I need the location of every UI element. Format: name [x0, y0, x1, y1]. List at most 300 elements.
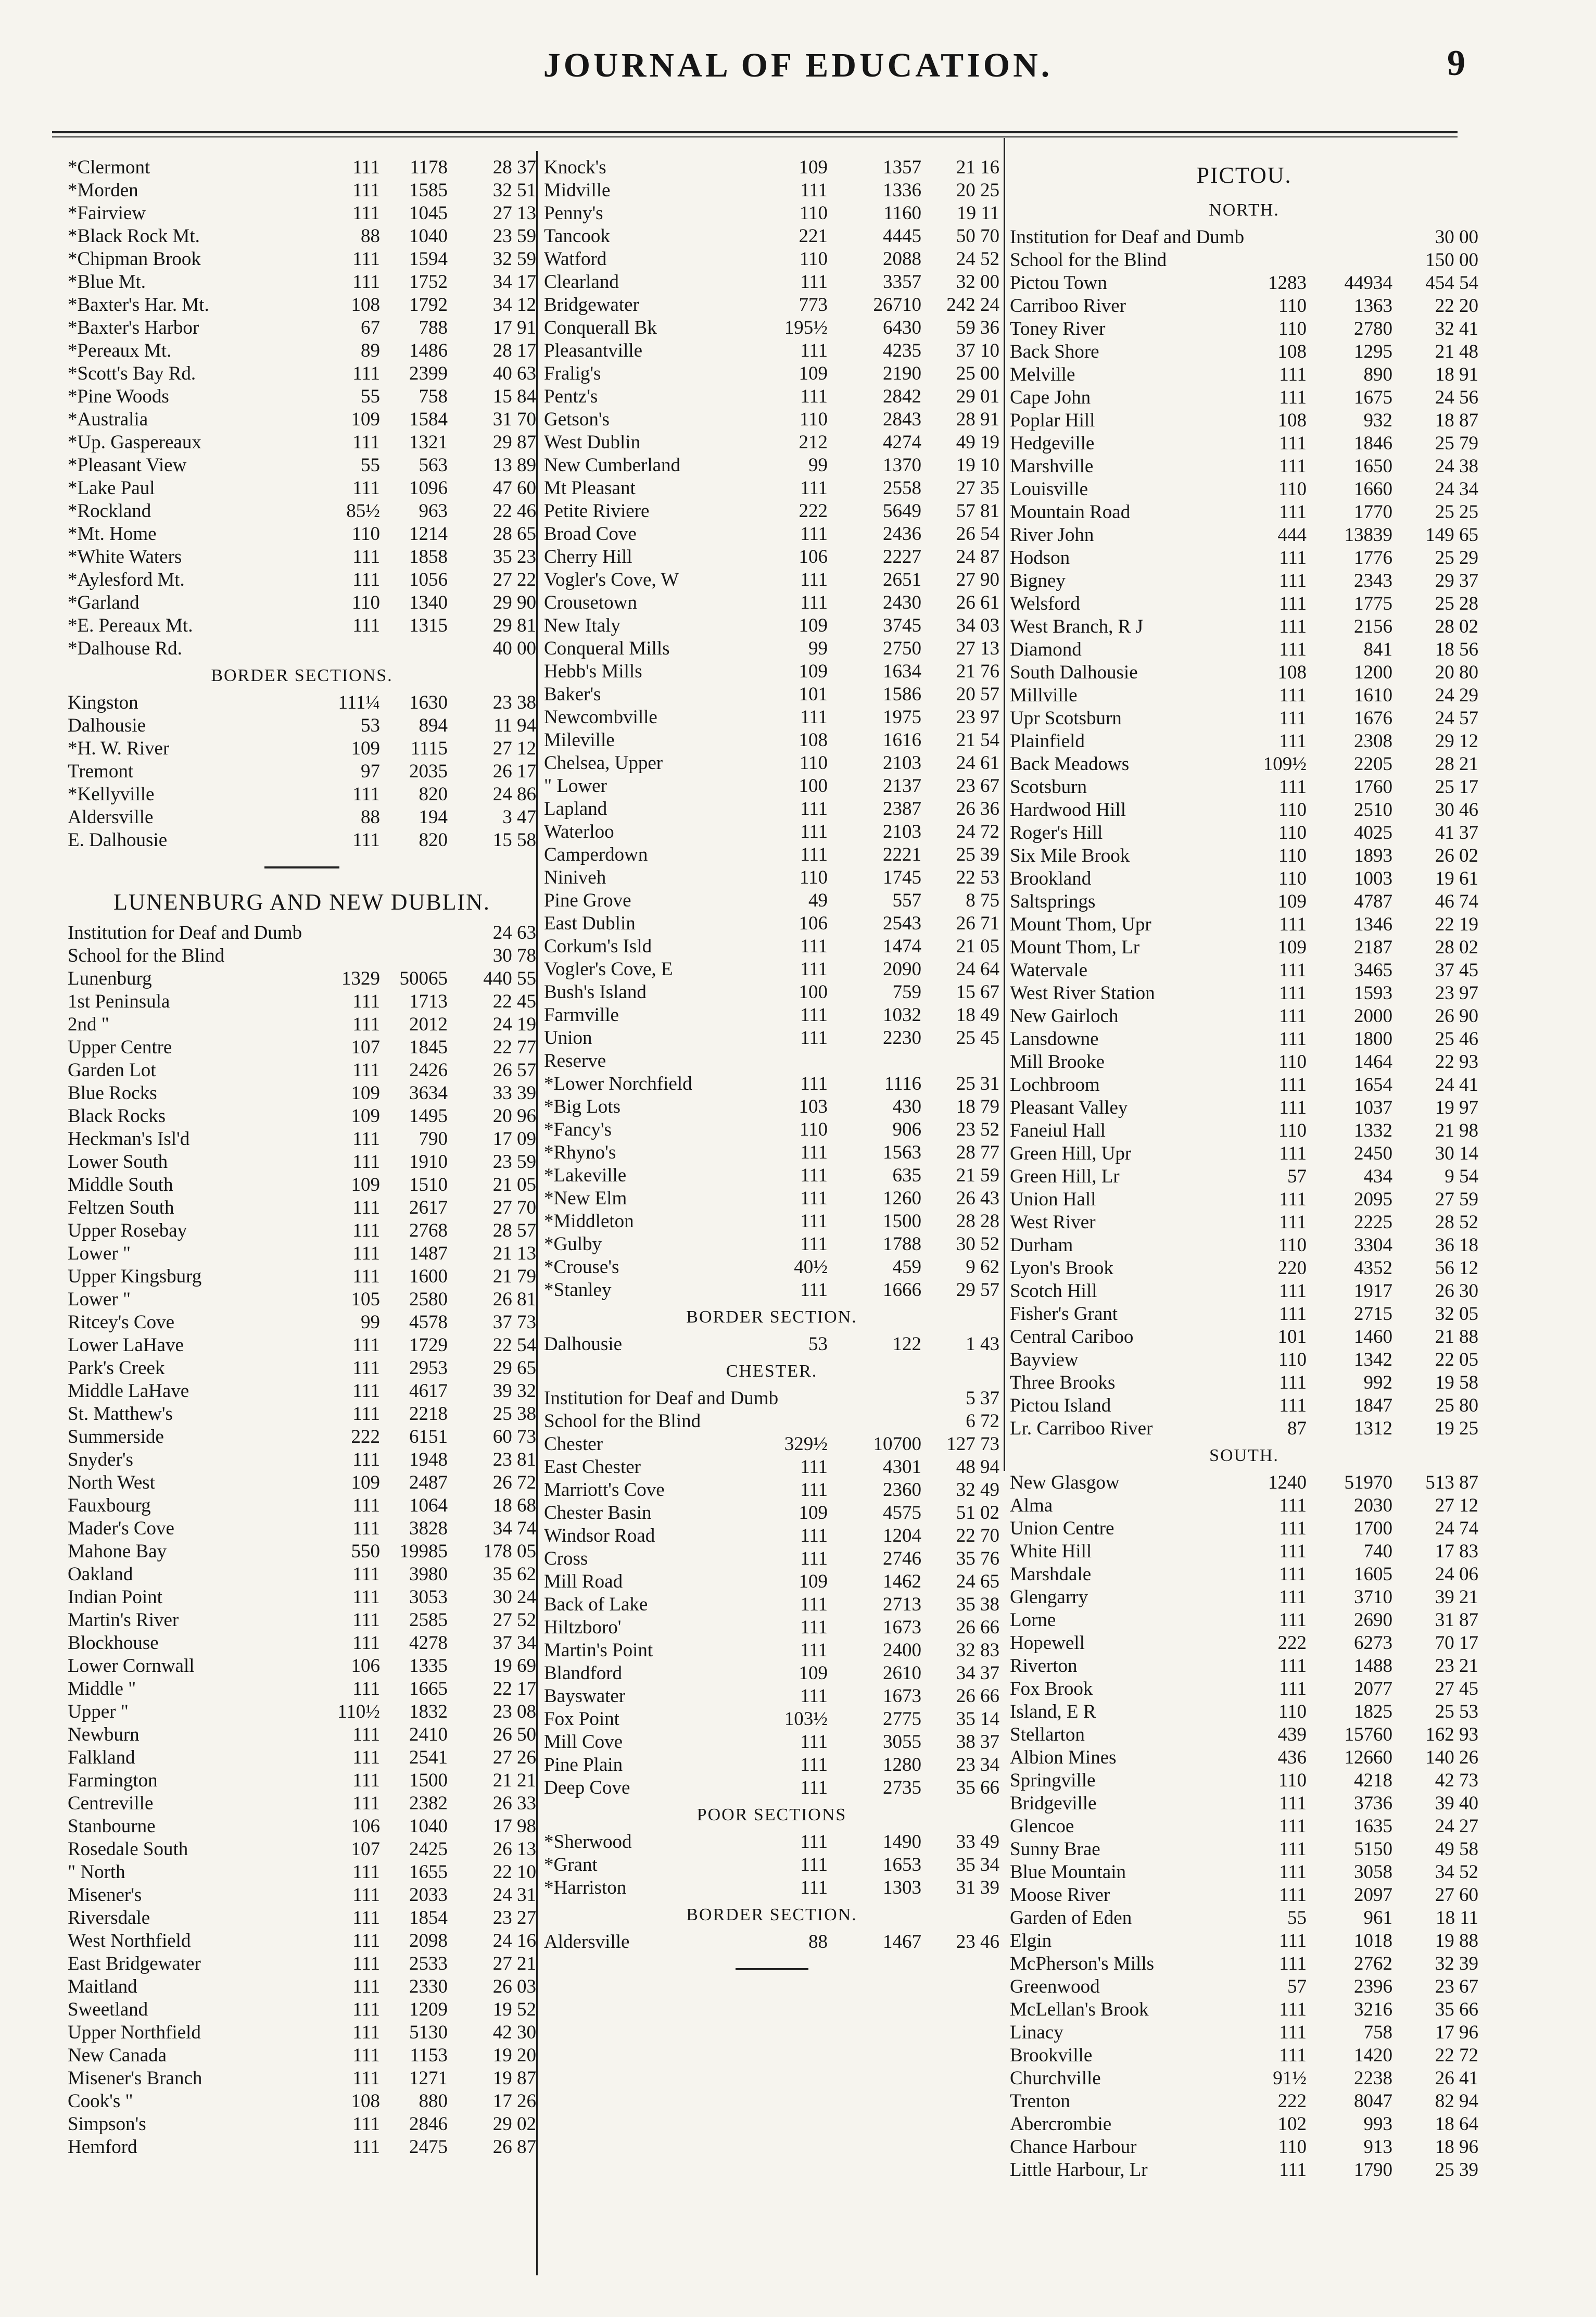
- section-name: Windsor Road: [544, 1525, 655, 1546]
- section-heading: CHESTER.: [726, 1362, 818, 1381]
- days-taught: 111: [800, 1731, 828, 1753]
- section-name: Carriboo River: [1010, 295, 1126, 317]
- grant-amount: 27 12: [492, 738, 536, 759]
- days-taught: 109: [1277, 891, 1307, 912]
- section-name: Springville: [1010, 1770, 1096, 1791]
- table-row: [68, 691, 536, 714]
- table-row: [544, 1593, 999, 1616]
- days-taught: 111: [352, 1266, 380, 1287]
- section-name: Mill Brooke: [1010, 1051, 1105, 1073]
- days-taught: 111: [1279, 1005, 1307, 1027]
- days-taught: 111: [352, 1243, 380, 1264]
- table-row: [1010, 1280, 1478, 1303]
- grant-amount: 19 87: [492, 2068, 536, 2089]
- grant-amount: 32 39: [1435, 1953, 1478, 1974]
- days-taught: 111: [352, 1793, 380, 1814]
- section-name: Upr Scotsburn: [1010, 708, 1122, 729]
- grant-amount: 24 06: [1435, 1564, 1478, 1585]
- grant-amount: 22 05: [1435, 1349, 1478, 1370]
- table-row: [544, 1073, 999, 1095]
- section-name: Marriott's Cove: [544, 1479, 665, 1501]
- grant-amount: 56 12: [1435, 1257, 1478, 1279]
- days-taught: 111: [1279, 1586, 1307, 1608]
- grant-amount: 24 52: [956, 248, 999, 270]
- grant-amount: 22 70: [956, 1525, 999, 1546]
- days-taught: 111: [352, 1060, 380, 1081]
- grant-amount: 37 10: [956, 340, 999, 361]
- days-taught: 111: [800, 271, 828, 293]
- days-taught: 111: [800, 1211, 828, 1232]
- grant-amount: 32 41: [1435, 318, 1478, 339]
- table-row: [68, 1907, 536, 1930]
- grant-amount: 27 70: [492, 1197, 536, 1218]
- table-row: [68, 156, 536, 179]
- days-taught: 111: [1279, 1541, 1307, 1562]
- grand-total-days: 2000: [1354, 1005, 1392, 1027]
- grant-amount: 23 52: [956, 1119, 999, 1140]
- days-taught: 1283: [1268, 272, 1307, 294]
- section-name: *Morden: [68, 180, 138, 201]
- grant-amount: 19 58: [1435, 1372, 1478, 1393]
- grant-amount: 46 74: [1435, 891, 1478, 912]
- days-taught: 99: [361, 1312, 380, 1333]
- grand-total-days: 1610: [1354, 685, 1392, 706]
- grand-total-days: 1776: [1354, 547, 1392, 569]
- table-row: [68, 454, 536, 477]
- grand-total-days: 2387: [883, 798, 921, 820]
- grant-amount: 41 37: [1435, 822, 1478, 843]
- grand-total-days: 8047: [1354, 2091, 1392, 2112]
- grant-amount: 42 73: [1435, 1770, 1478, 1791]
- days-taught: 111: [352, 2136, 380, 2158]
- grand-total-days: 3357: [883, 271, 921, 293]
- days-taught: 111: [352, 1930, 380, 1951]
- table-row: [68, 1884, 536, 1907]
- grant-amount: 25 39: [1435, 2159, 1478, 2181]
- grant-amount: 60 73: [492, 1426, 536, 1447]
- days-taught: 222: [799, 500, 828, 522]
- days-taught: 111: [352, 1907, 380, 1929]
- grand-total-days: 1510: [409, 1174, 448, 1195]
- section-name: Chester: [544, 1433, 603, 1455]
- grand-total-days: 2382: [409, 1793, 448, 1814]
- grand-total-days: 194: [419, 807, 448, 828]
- grant-amount: 22 19: [1435, 914, 1478, 935]
- grant-amount: 26 61: [956, 592, 999, 613]
- grant-amount: 26 71: [956, 913, 999, 934]
- grant-amount: 30 24: [492, 1586, 536, 1608]
- days-taught: 53: [361, 715, 380, 736]
- grant-amount: 5 37: [966, 1388, 999, 1409]
- table-row: [68, 362, 536, 385]
- section-name: Farmville: [544, 1004, 619, 1026]
- table-row: [1010, 684, 1478, 707]
- days-taught: 222: [1277, 1632, 1307, 1654]
- table-row: [544, 523, 999, 546]
- grant-amount: 11 94: [493, 715, 536, 736]
- table-row: [1010, 2067, 1478, 2090]
- section-name: Summerside: [68, 1426, 164, 1447]
- grant-amount: 26 54: [956, 523, 999, 545]
- grant-amount: 38 37: [956, 1731, 999, 1753]
- table-row: [68, 477, 536, 500]
- days-taught: 111: [1279, 570, 1307, 591]
- days-taught: 109: [351, 1174, 380, 1195]
- grand-total-days: 1260: [883, 1188, 921, 1209]
- grand-total-days: 1336: [883, 180, 921, 201]
- section-separator-rule: [544, 1954, 999, 1985]
- table-row: [1010, 1051, 1478, 1074]
- days-taught: 67: [361, 317, 380, 338]
- grant-amount: 19 69: [492, 1655, 536, 1677]
- grant-amount: 25 79: [1435, 433, 1478, 454]
- section-name: Three Brooks: [1010, 1372, 1116, 1393]
- days-taught: 111: [352, 546, 380, 568]
- grant-amount: 24 56: [1435, 387, 1478, 408]
- grand-total-days: 2103: [883, 821, 921, 842]
- grant-amount: 37 73: [492, 1312, 536, 1333]
- grant-amount: 18 91: [1435, 364, 1478, 385]
- days-taught: 109: [799, 1663, 828, 1684]
- days-taught: 111: [352, 1495, 380, 1516]
- grant-amount: 49 58: [1435, 1839, 1478, 1860]
- table-row: [544, 271, 999, 294]
- section-name: *Australia: [68, 409, 148, 430]
- section-name: Newburn: [68, 1724, 140, 1745]
- days-taught: 111: [800, 1027, 828, 1049]
- days-taught: 111: [1279, 639, 1307, 660]
- days-taught: 111: [800, 959, 828, 980]
- days-taught: 111: [1279, 456, 1307, 477]
- grant-amount: 24 64: [956, 959, 999, 980]
- grand-total-days: 2225: [1354, 1212, 1392, 1233]
- grand-total-days: 2030: [1354, 1495, 1392, 1516]
- days-taught: 111: [352, 1380, 380, 1402]
- days-taught: 110: [799, 203, 828, 224]
- days-taught: 87: [1287, 1418, 1307, 1439]
- grant-amount: 30 52: [956, 1233, 999, 1255]
- grant-amount: 22 17: [492, 1678, 536, 1699]
- grand-total-days: 4025: [1354, 822, 1392, 843]
- table-row: [544, 614, 999, 637]
- days-taught: 111: [1279, 387, 1307, 408]
- table-row: [544, 1050, 999, 1073]
- days-taught: 111: [1279, 1678, 1307, 1699]
- section-name: Blue Rocks: [68, 1082, 157, 1104]
- section-name: Lower ": [68, 1243, 131, 1264]
- grand-total-days: 2558: [883, 477, 921, 499]
- section-name: Petite Riviere: [544, 500, 650, 522]
- grant-amount: 51 02: [956, 1502, 999, 1523]
- grand-total-days: 1280: [883, 1754, 921, 1775]
- section-name: *Baxter's Har. Mt.: [68, 294, 209, 316]
- days-taught: 111: [1279, 1839, 1307, 1860]
- table-row: [544, 1027, 999, 1050]
- section-name: Trenton: [1010, 2091, 1070, 2112]
- grant-amount: 29 01: [956, 386, 999, 407]
- section-name: Durham: [1010, 1235, 1073, 1256]
- table-row: [1010, 2113, 1478, 2136]
- table-row: [544, 408, 999, 431]
- grand-total-days: 1760: [1354, 776, 1392, 798]
- grand-total-days: 1370: [883, 455, 921, 476]
- table-row: [68, 431, 536, 454]
- table-row: [1010, 867, 1478, 890]
- page-header: [0, 0, 1596, 125]
- section-name: West Branch, R J: [1010, 616, 1143, 637]
- section-name: Sunny Brae: [1010, 1839, 1100, 1860]
- grand-total-days: 2762: [1354, 1953, 1392, 1974]
- section-name: Knock's: [544, 157, 606, 178]
- grant-amount: 21 05: [956, 936, 999, 957]
- section-name: White Hill: [1010, 1541, 1092, 1562]
- grant-amount: 20 96: [492, 1105, 536, 1127]
- grant-amount: 33 39: [492, 1082, 536, 1104]
- grant-amount: 17 91: [492, 317, 536, 338]
- days-taught: 106: [351, 1655, 380, 1677]
- grant-amount: 24 19: [492, 1014, 536, 1035]
- grant-amount: 21 59: [956, 1165, 999, 1186]
- table-row: [544, 1547, 999, 1570]
- days-taught: 111: [1279, 1564, 1307, 1585]
- table-row: [68, 1426, 536, 1449]
- section-name: Lyon's Brook: [1010, 1257, 1113, 1279]
- grant-amount: 27 45: [1435, 1678, 1478, 1699]
- table-row: [1010, 776, 1478, 799]
- days-taught: 110: [1278, 1235, 1307, 1256]
- grant-amount: 25 31: [956, 1073, 999, 1094]
- grant-amount: 27 35: [956, 477, 999, 499]
- grant-amount: 22 54: [492, 1334, 536, 1356]
- section-name: Mill Road: [544, 1571, 623, 1592]
- section-name: Upper ": [68, 1701, 129, 1722]
- days-taught: 111: [1279, 708, 1307, 729]
- grant-amount: 24 29: [1435, 685, 1478, 706]
- grand-total-days: 6273: [1354, 1632, 1392, 1654]
- section-heading: BORDER SECTION.: [686, 1307, 857, 1327]
- grand-total-days: 1917: [1354, 1280, 1392, 1302]
- table-row: [68, 1655, 536, 1678]
- grant-amount: 19 10: [956, 455, 999, 476]
- grant-amount: 29 65: [492, 1357, 536, 1379]
- grand-total-days: 1846: [1354, 433, 1392, 454]
- table-row: [1010, 2044, 1478, 2067]
- grant-amount: 40 00: [492, 638, 536, 659]
- grant-amount: 35 23: [492, 546, 536, 568]
- days-taught: 101: [799, 684, 828, 705]
- section-name: Hedgeville: [1010, 433, 1095, 454]
- section-name: Scotsburn: [1010, 776, 1087, 798]
- grant-amount: 35 34: [956, 1854, 999, 1875]
- grant-amount: 23 46: [956, 1931, 999, 1953]
- grand-total-days: 2343: [1354, 570, 1392, 591]
- grand-total-days: 1303: [883, 1877, 921, 1898]
- grand-total-days: 1474: [883, 936, 921, 957]
- table-row: [544, 1210, 999, 1233]
- table-row: [68, 2113, 536, 2136]
- section-name: New Gairloch: [1010, 1005, 1119, 1027]
- section-name: Getson's: [544, 409, 610, 430]
- grant-amount: 34 74: [492, 1518, 536, 1539]
- table-row: [1010, 1769, 1478, 1792]
- table-row: [544, 1854, 999, 1877]
- days-taught: 40½: [794, 1256, 828, 1278]
- column-divider: [1004, 138, 1005, 1471]
- grant-amount: 150 00: [1425, 249, 1478, 271]
- section-name: *Dalhouse Rd.: [68, 638, 182, 659]
- grant-amount: 27 52: [492, 1609, 536, 1631]
- grand-total-days: 635: [892, 1165, 921, 1186]
- table-row: [544, 1164, 999, 1187]
- grand-total-days: 1634: [883, 661, 921, 682]
- grant-amount: 35 62: [492, 1564, 536, 1585]
- section-name: Lochbroom: [1010, 1074, 1100, 1095]
- grant-amount: 19 11: [957, 203, 999, 224]
- grand-total-days: 1675: [1354, 387, 1392, 408]
- grant-amount: 19 61: [1435, 868, 1478, 889]
- days-taught: 111: [352, 2068, 380, 2089]
- table-row: [68, 179, 536, 202]
- section-name: Toney River: [1010, 318, 1106, 339]
- section-name: New Italy: [544, 615, 620, 636]
- section-name: Tremont: [68, 761, 134, 782]
- section-name: Feltzen South: [68, 1197, 174, 1218]
- table-row: [544, 1931, 999, 1954]
- grand-total-days: 1500: [883, 1211, 921, 1232]
- days-taught: 111: [1279, 685, 1307, 706]
- grand-total-days: 1018: [1354, 1930, 1392, 1951]
- grant-amount: 39 40: [1435, 1793, 1478, 1814]
- grant-amount: 178 05: [483, 1541, 536, 1562]
- grant-amount: 26 17: [492, 761, 536, 782]
- grand-total-days: 2012: [409, 1014, 448, 1035]
- grand-total-days: 2396: [1354, 1976, 1392, 1997]
- table-row: [68, 1471, 536, 1494]
- grant-amount: 32 00: [956, 271, 999, 293]
- section-name: *Pereaux Mt.: [68, 340, 172, 361]
- table-row: [68, 1174, 536, 1197]
- days-taught: 111: [352, 1747, 380, 1768]
- grand-total-days: 4274: [883, 432, 921, 453]
- days-taught: 111: [352, 1357, 380, 1379]
- grant-amount: 27 60: [1435, 1884, 1478, 1906]
- grand-total-days: 1037: [1354, 1097, 1392, 1118]
- grand-total-days: 2035: [409, 761, 448, 782]
- days-taught: 110: [799, 867, 828, 888]
- days-taught: 111: [352, 1197, 380, 1218]
- section-name: Marshville: [1010, 456, 1094, 477]
- days-taught: 111: [1279, 960, 1307, 981]
- table-row: [1010, 1234, 1478, 1257]
- section-name: School for the Blind: [1010, 249, 1167, 271]
- table-row: [1010, 1119, 1478, 1142]
- section-name: Hemford: [68, 2136, 137, 2158]
- section-heading: BORDER SECTION.: [686, 1905, 857, 1924]
- table-row: [544, 843, 999, 866]
- section-name: Midville: [544, 180, 611, 201]
- grand-total-days: 4301: [883, 1456, 921, 1478]
- days-taught: 111: [352, 1999, 380, 2020]
- days-taught: 111: [1279, 1999, 1307, 2020]
- days-taught: 111: [352, 784, 380, 805]
- days-taught: 109: [351, 409, 380, 430]
- table-row: [544, 866, 999, 889]
- grand-total-days: 2533: [409, 1953, 448, 1974]
- grant-amount: 22 93: [1435, 1051, 1478, 1073]
- grand-total-days: 1948: [409, 1449, 448, 1470]
- section-name: Niniveh: [544, 867, 606, 888]
- table-row: [68, 1380, 536, 1403]
- table-row: [1010, 890, 1478, 913]
- table-row: [68, 760, 536, 783]
- grand-total-days: 1585: [409, 180, 448, 201]
- grand-total-days: 2780: [1354, 318, 1392, 339]
- grand-total-days: 2090: [883, 959, 921, 980]
- grand-total-days: 3053: [409, 1586, 448, 1608]
- grand-total-days: 122: [892, 1333, 921, 1355]
- grand-total-days: 1729: [409, 1334, 448, 1356]
- grant-amount: 23 27: [492, 1907, 536, 1929]
- table-row: [544, 637, 999, 660]
- table-row: [1010, 1028, 1478, 1051]
- table-row: [1010, 1861, 1478, 1884]
- column-divider: [536, 151, 538, 2275]
- grand-total-days: 880: [419, 2091, 448, 2112]
- grand-total-days: 557: [892, 890, 921, 911]
- grand-total-days: 1096: [409, 477, 448, 499]
- grand-total-days: 1464: [1354, 1051, 1392, 1073]
- grant-amount: 47 60: [492, 477, 536, 499]
- grant-amount: 31 87: [1435, 1609, 1478, 1631]
- table-row: [68, 737, 536, 760]
- days-taught: 111: [352, 1564, 380, 1585]
- section-separator-rule: [68, 852, 536, 883]
- grant-amount: 21 98: [1435, 1120, 1478, 1141]
- section-name: Dalhousie: [68, 715, 146, 736]
- table-row: [68, 967, 536, 990]
- days-taught: 109: [799, 157, 828, 178]
- days-taught: 550: [351, 1541, 380, 1562]
- grand-total-days: 3465: [1354, 960, 1392, 981]
- table-row: [544, 294, 999, 317]
- days-taught: 111: [352, 1403, 380, 1425]
- grant-amount: 17 96: [1435, 2022, 1478, 2043]
- table-row: [68, 1059, 536, 1082]
- table-row: [68, 1036, 536, 1059]
- section-name: Upper Centre: [68, 1037, 172, 1058]
- grant-amount: 28 37: [492, 157, 536, 178]
- grant-amount: 23 34: [956, 1754, 999, 1775]
- grand-total-days: 1467: [883, 1931, 921, 1953]
- grant-amount: 19 88: [1435, 1930, 1478, 1951]
- days-taught: 439: [1277, 1724, 1307, 1745]
- grant-amount: 162 93: [1425, 1724, 1478, 1745]
- table-row: [68, 783, 536, 806]
- grand-total-days: 4787: [1354, 891, 1392, 912]
- table-row: [1010, 638, 1478, 661]
- section-name: Back Meadows: [1010, 753, 1130, 775]
- grant-amount: 25 25: [1435, 501, 1478, 523]
- grand-total-days: 4352: [1354, 1257, 1392, 1279]
- days-taught: 91½: [1273, 2068, 1307, 2089]
- table-row: [1010, 341, 1478, 363]
- table-row: [544, 1570, 999, 1593]
- table-row: [544, 179, 999, 202]
- grant-amount: 24 27: [1435, 1816, 1478, 1837]
- grand-total-days: 906: [892, 1119, 921, 1140]
- grand-total-days: 2585: [409, 1609, 448, 1631]
- table-row: [544, 546, 999, 569]
